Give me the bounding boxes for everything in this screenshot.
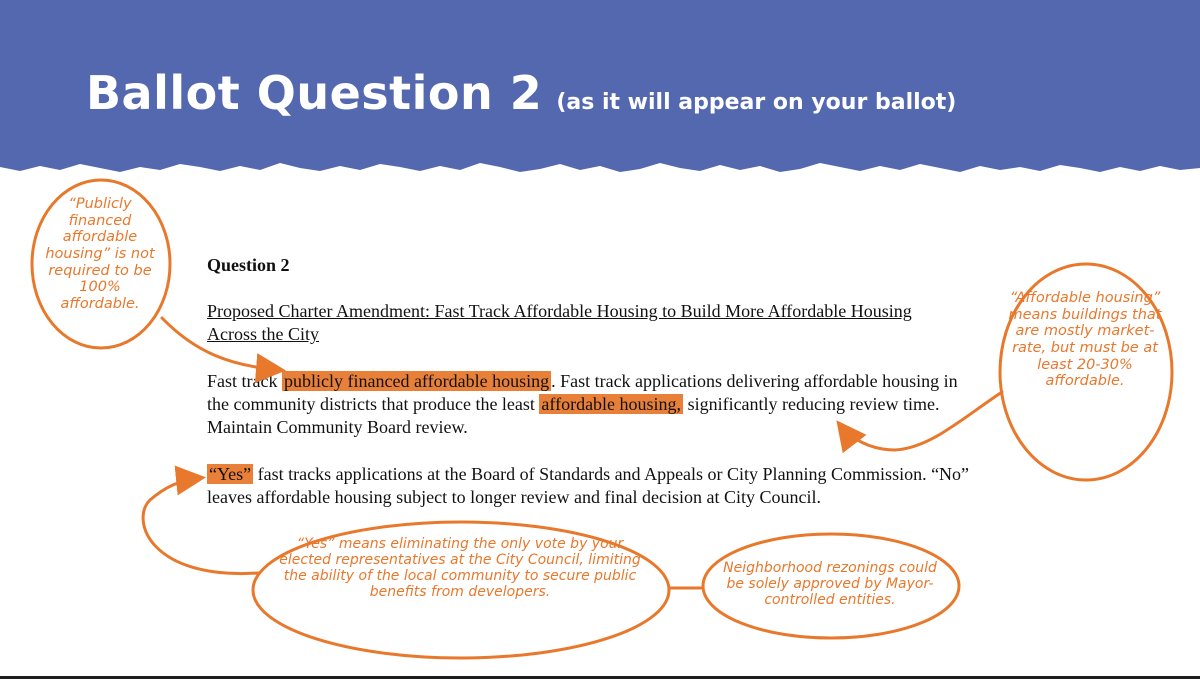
p1-text-a: Fast track [207, 371, 282, 391]
title-subtitle: (as it will appear on your ballot) [556, 90, 957, 115]
highlight-affordable-housing: affordable housing, [541, 394, 682, 414]
title-main: Ballot Question 2 [86, 66, 543, 120]
amendment-title: Proposed Charter Amendment: Fast Track Affordable Housing to Build More Affordable Housing Across the City [207, 301, 912, 344]
note-affordable-housing: “Affordable housing” means buildings that are mostly market-rate, but must be at least 20-30% affordable. [1008, 290, 1162, 390]
ballot-paragraph-1 [207, 370, 977, 439]
highlight-yes: “Yes” [209, 464, 252, 484]
note-publicly-financed: “Publicly financed affordable housing” is not required to be 100% affordable. [45, 196, 155, 313]
p1-text-e: significantly reducing review time. Maintain Community Board review. [207, 394, 940, 437]
note-neighborhood-rezonings: Neighborhood rezonings could be solely approved by Mayor-controlled entities. [723, 560, 937, 609]
p2-text-b: fast tracks applications at the Board of Standards and Appeals or City Planning Commission. “No” leaves affordable housing subject to longer review and final decision at City Council. [207, 464, 970, 507]
highlight-publicly-financed: publicly financed affordable housing [283, 371, 550, 391]
note-yes-means: “Yes” means eliminating the only vote by your elected representatives at the City Council, limiting the ability of the local community to secure public benefits from developers. [279, 536, 641, 601]
slide-title [86, 66, 956, 120]
p1-text-c: . Fast track applications delivering affordable housing in the community districts that produce the least [207, 371, 958, 414]
header-band [0, 0, 1200, 200]
question-label: Question 2 [207, 255, 290, 275]
ballot-paragraph-2 [207, 463, 977, 509]
